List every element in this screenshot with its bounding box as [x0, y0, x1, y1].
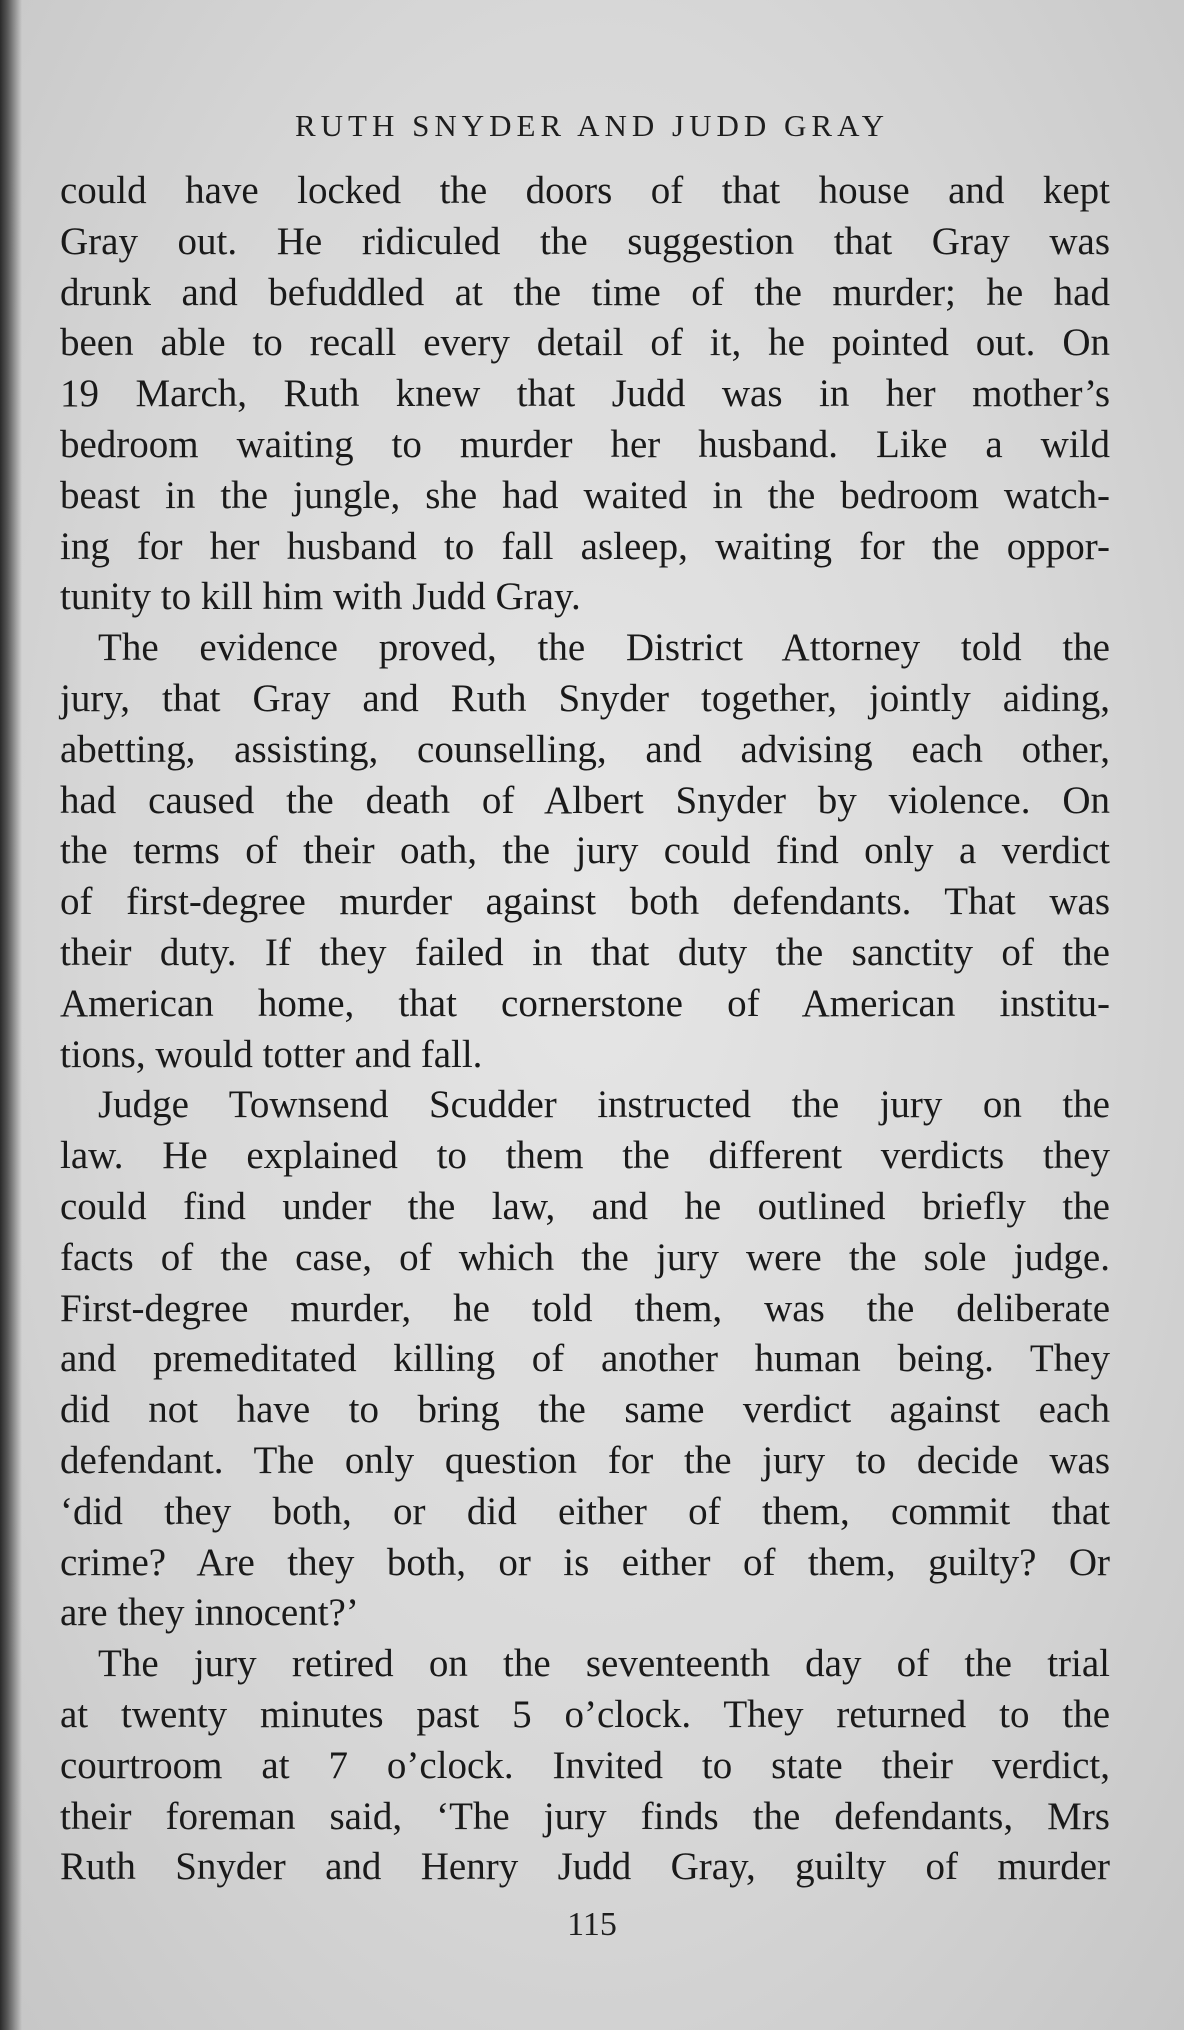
text-line: drunk and befuddled at the time of the murder; he had [60, 270, 1110, 314]
text-line: bedroom waiting to murder her husband. Like a wild [60, 422, 1110, 466]
text-line: abetting, assisting, counselling, and advising each other, [60, 727, 1110, 771]
text-line: facts of the case, of which the jury were the sole judge. [60, 1235, 1110, 1279]
text-line: defendant. The only question for the jury to decide was [60, 1438, 1110, 1482]
text-line: their foreman said, ‘The jury finds the defendants, Mrs [60, 1794, 1110, 1838]
text-line: did not have to bring the same verdict against each [60, 1388, 1110, 1432]
text-line: Gray out. He ridiculed the suggestion that Gray was [60, 219, 1110, 263]
text-line: had caused the death of Albert Snyder by violence. On [60, 778, 1110, 822]
text-line: could have locked the doors of that house and kept [60, 169, 1110, 212]
text-line: Ruth Snyder and Henry Judd Gray, guilty of murder [60, 1845, 1110, 1889]
text-line: jury, that Gray and Ruth Snyder together, jointly aiding, [60, 676, 1110, 720]
text-line: are they innocent?’ [60, 1591, 359, 1635]
text-line: tions, would totter and fall. [60, 1032, 483, 1076]
text-line: their duty. If they failed in that duty the sanctity of the [60, 930, 1110, 974]
text-line: 19 March, Ruth knew that Judd was in her mother’s [60, 372, 1110, 416]
text-line: American home, that cornerstone of American institu- [60, 981, 1110, 1025]
text-line: and premeditated killing of another human being. They [60, 1337, 1110, 1381]
running-head: RUTH SNYDER AND JUDD GRAY [294, 108, 890, 143]
text-line: crime? Are they both, or is either of them, guilty? Or [60, 1540, 1110, 1584]
text-line: beast in the jungle, she had waited in the bedroom watch- [60, 473, 1110, 517]
text-line: Judge Townsend Scudder instructed the jury on the [98, 1083, 1110, 1127]
text-line: at twenty minutes past 5 o’clock. They returned to the [60, 1692, 1110, 1736]
text-line: ‘did they both, or did either of them, commit that [60, 1489, 1110, 1533]
page-number: 115 [567, 1906, 617, 1943]
text-line: tunity to kill him with Judd Gray. [60, 575, 581, 619]
text-line: First-degree murder, he told them, was the deliberate [60, 1286, 1110, 1330]
text-line: been able to recall every detail of it, he pointed out. On [60, 321, 1110, 365]
text-line: could find under the law, and he outlined briefly the [60, 1184, 1110, 1228]
text-line: the terms of their oath, the jury could find only a verdict [60, 829, 1110, 873]
text-line: ing for her husband to fall asleep, waiting for the oppor- [60, 524, 1110, 568]
body-text [60, 166, 1110, 1893]
text-line: The evidence proved, the District Attorney told the [98, 626, 1110, 670]
text-line: law. He explained to them the different verdicts they [60, 1134, 1110, 1178]
text-line: courtroom at 7 o’clock. Invited to state their verdict, [60, 1743, 1110, 1787]
text-line: The jury retired on the seventeenth day of the trial [98, 1642, 1110, 1686]
text-line: of first-degree murder against both defendants. That was [60, 880, 1110, 924]
